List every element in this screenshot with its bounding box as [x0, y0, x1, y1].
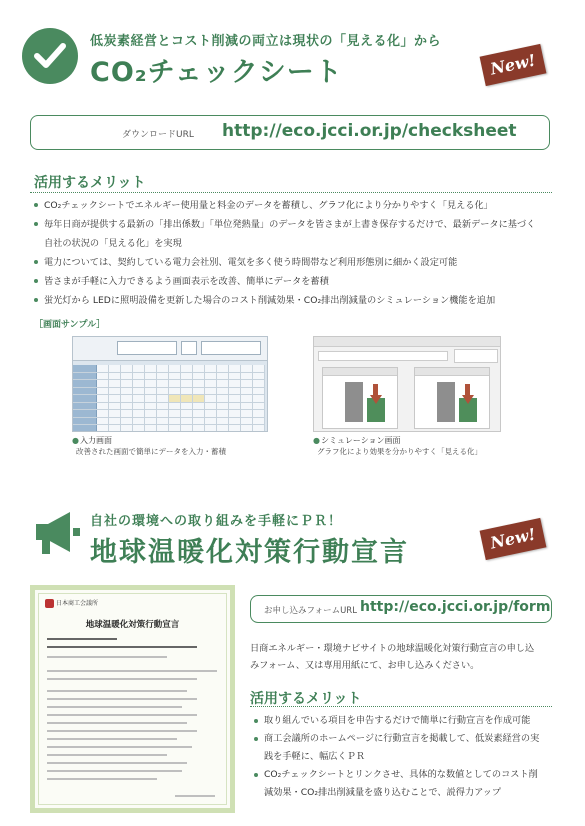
section2-title: 地球温暖化対策行動宣言	[90, 537, 409, 568]
sheet-row	[73, 410, 265, 418]
section1-title: CO₂チェックシート	[90, 57, 343, 88]
sheet-toolbar	[73, 337, 267, 361]
section1-merit-divider	[30, 192, 552, 193]
intro-line: 日商エネルギー・環境ナビサイトの地球温暖化対策行動宣言の申し込	[250, 643, 535, 654]
list-item: CO₂チェックシートとリンクさせ、具体的な数値としてのコスト削	[254, 766, 539, 784]
section1-merit-heading: 活用するメリット	[34, 175, 146, 191]
section2-merit-heading: 活用するメリット	[250, 691, 362, 707]
sheet-row	[73, 395, 265, 403]
sheet-row	[73, 380, 265, 388]
form-url-link[interactable]: http://eco.jcci.or.jp/form	[360, 599, 551, 615]
sheet-row	[73, 373, 265, 381]
down-arrow-icon	[370, 395, 382, 404]
form-url-label: お申し込みフォームURL	[264, 606, 357, 616]
sheet-row	[73, 403, 265, 411]
download-url-link[interactable]: http://eco.jcci.or.jp/checksheet	[222, 121, 517, 141]
sheet-grid	[73, 365, 265, 432]
cert-title: 地球温暖化対策行動宣言	[85, 620, 180, 630]
shot1-description: 改善された画面で簡単にデータを入力・蓄積	[76, 447, 226, 456]
input-screen-image	[72, 336, 268, 432]
new-badge: New!	[480, 518, 547, 560]
check-icon	[22, 28, 78, 84]
list-item: 毎年日商が提供する最新の「排出係数」「単位発熱量」のデータを皆さまが上書き保存するだけで、最新データに基づく	[34, 215, 535, 234]
sheet-row	[73, 388, 265, 396]
new-badge: New!	[480, 44, 547, 86]
down-arrow-icon	[462, 395, 474, 404]
section1-subtitle: 低炭素経営とコスト削減の両立は現状の「見える化」から	[90, 34, 442, 49]
list-item-continuation: 減効果・CO₂排出削減量を盛り込むことで、説得力アップ	[264, 787, 502, 798]
section2-subtitle: 自社の環境への取り組みを手軽にＰＲ！	[90, 514, 343, 529]
intro-line: みフォーム、又は専用用紙にて、お申し込みください。	[250, 660, 480, 671]
co2-chart-panel	[414, 367, 490, 429]
sample-label: ［画面サンプル］	[34, 320, 106, 330]
list-item-continuation: 践を手軽に、幅広くＰＲ	[264, 751, 366, 762]
declaration-certificate-image	[30, 585, 235, 813]
sheet-row	[73, 365, 265, 373]
list-item: 電力については、契約している電力会社別、電気を多く使う時間帯など利用形態別に細かく設定可能	[34, 253, 535, 272]
section2-merit-list	[254, 712, 539, 802]
list-item: CO₂チェックシートでエネルギー使用量と料金のデータを蓄積し、グラフ化により分かりやすく「見える化」	[34, 196, 535, 215]
shot2-description: グラフ化により効果を分かりやすく「見える化」	[317, 447, 482, 456]
list-item: 商工会議所のホームページに行動宣言を掲載して、低炭素経営の実	[254, 730, 539, 748]
cost-chart-panel	[322, 367, 398, 429]
section2-merit-divider	[250, 706, 552, 707]
list-item: 取り組んでいる項目を申告するだけで簡単に行動宣言を作成可能	[254, 712, 539, 730]
download-url-label: ダウンロードURL	[122, 130, 194, 140]
section1-merit-list	[34, 196, 535, 310]
section2-intro	[250, 640, 534, 674]
sheet-row	[73, 418, 265, 426]
jcci-logo-icon	[45, 599, 54, 608]
shot2-caption: ● シミュレーション画面	[313, 435, 401, 446]
list-item-continuation: 自社の状況の「見える化」を実現	[44, 238, 182, 249]
cert-logo: 日本商工会議所	[45, 598, 98, 608]
list-item: 皆さまが手軽に入力できるよう画面表示を改善、簡単にデータを蓄積	[34, 272, 535, 291]
sheet-row	[73, 425, 265, 432]
simulation-screen-image	[313, 336, 501, 432]
shot1-caption: ● 入力画面	[72, 435, 112, 446]
list-item: 蛍光灯から LEDに照明設備を更新した場合のコスト削減効果・CO₂排出削減量のシミュレーション機能を追加	[34, 291, 535, 310]
megaphone-icon	[34, 510, 82, 560]
